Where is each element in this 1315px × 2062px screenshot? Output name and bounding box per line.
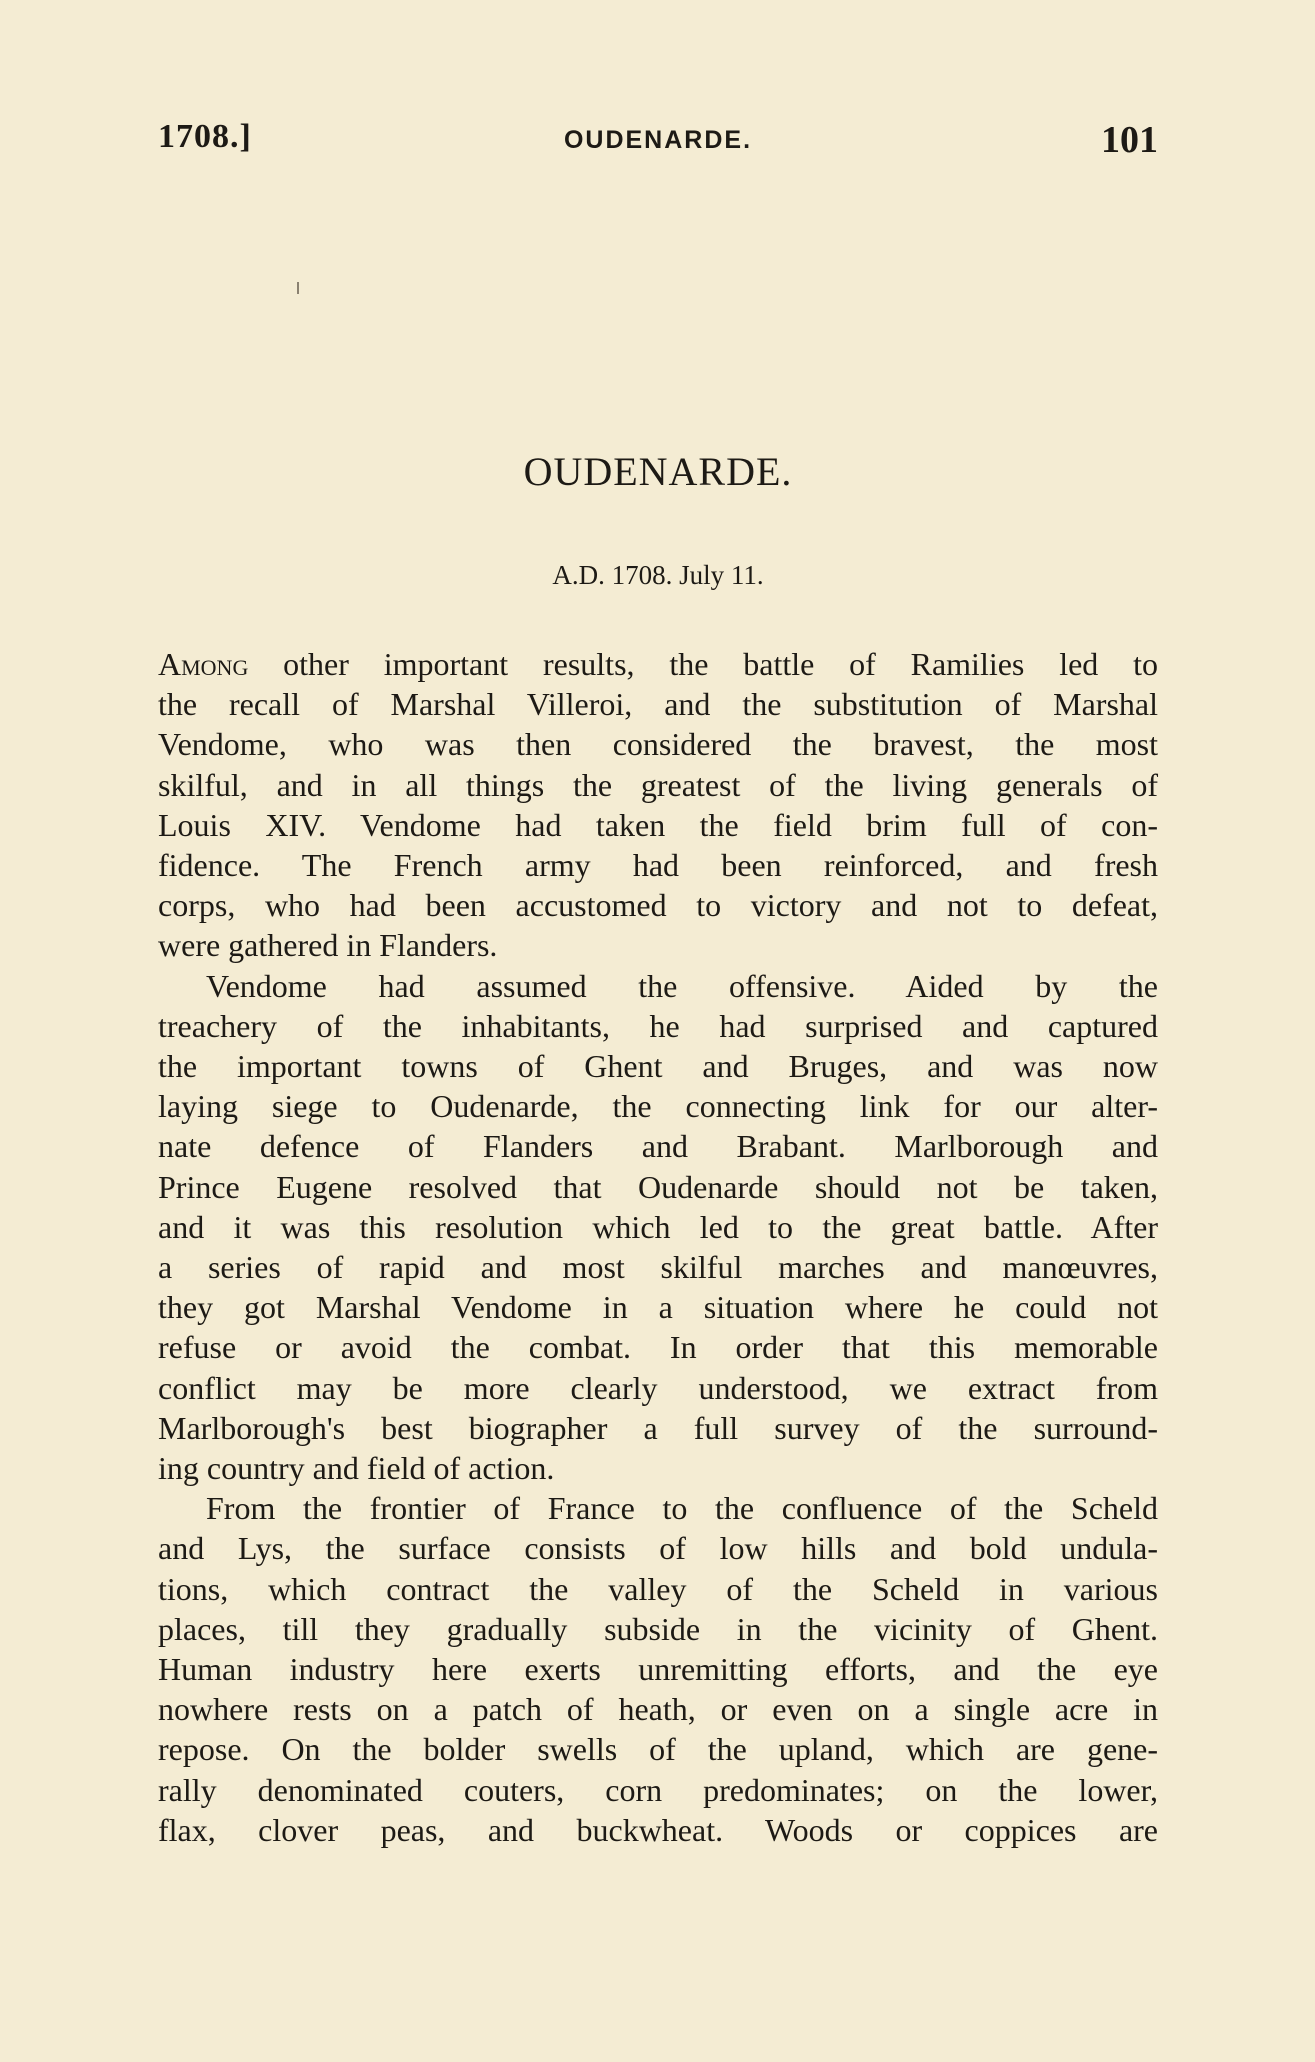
text-line: were gathered in Flanders.: [158, 927, 498, 964]
running-head-title: OUDENARDE.: [563, 126, 753, 154]
text-line: Marlborough's best biographer a full survey of the surround-: [158, 1409, 1158, 1446]
text-line: nate defence of Flanders and Brabant. Marlborough and: [158, 1128, 1158, 1165]
paragraph-1: [158, 644, 1158, 966]
text-line: refuse or avoid the combat. In order that this memorable: [158, 1329, 1158, 1366]
body-text: [158, 644, 1158, 1850]
text-line: skilful, and in all things the greatest of the living generals of: [158, 766, 1158, 803]
running-head-year: 1708.]: [158, 118, 252, 155]
text-line: a series of rapid and most skilful marches and manœuvres,: [158, 1249, 1158, 1286]
text-line: treachery of the inhabitants, he had surprised and captured: [158, 1007, 1158, 1044]
paragraph-3: [158, 1488, 1158, 1850]
text-line: Vendome had assumed the offensive. Aided by the: [206, 967, 1158, 1004]
text-line: fidence. The French army had been reinforced, and fresh: [158, 847, 1158, 884]
text-line: ing country and field of action.: [158, 1450, 555, 1487]
opening-word: Among: [158, 646, 249, 682]
text-line: Prince Eugene resolved that Oudenarde should not be taken,: [158, 1168, 1158, 1205]
text-line: rally denominated couters, corn predominates; on the lower,: [158, 1771, 1158, 1808]
text-line: the recall of Marshal Villeroi, and the substitution of Marshal: [158, 686, 1158, 723]
running-head: [158, 118, 1158, 168]
stray-ink-mark: [297, 282, 299, 294]
chapter-title: OUDENARDE.: [523, 449, 793, 494]
text-line: places, till they gradually subside in the vicinity of Ghent.: [158, 1610, 1158, 1647]
text-line: the important towns of Ghent and Bruges, and was now: [158, 1048, 1158, 1085]
text-line: flax, clover peas, and buckwheat. Woods or coppices are: [158, 1811, 1158, 1848]
text-line: Human industry here exerts unremitting efforts, and the eye: [158, 1651, 1158, 1688]
text-line: conflict may be more clearly understood, we extract from: [158, 1369, 1158, 1406]
text-line: From the frontier of France to the confluence of the Scheld: [206, 1490, 1158, 1527]
chapter-date: A.D. 1708. July 11.: [552, 560, 764, 590]
text-line: nowhere rests on a patch of heath, or even on a single acre in: [158, 1691, 1158, 1728]
text-line: repose. On the bolder swells of the upland, which are gene-: [158, 1731, 1158, 1768]
paragraph-2: [158, 966, 1158, 1489]
text-line: they got Marshal Vendome in a situation where he could not: [158, 1289, 1158, 1326]
text-line: Louis XIV. Vendome had taken the field brim full of con-: [158, 806, 1158, 843]
text-line: Vendome, who was then considered the bravest, the most: [158, 726, 1158, 763]
text-line: tions, which contract the valley of the Scheld in various: [158, 1570, 1158, 1607]
text-line: laying siege to Oudenarde, the connecting link for our alter-: [158, 1088, 1158, 1125]
text-line: corps, who had been accustomed to victory and not to defeat,: [158, 887, 1158, 924]
text-line: and Lys, the surface consists of low hills and bold undula-: [158, 1530, 1158, 1567]
text-line: [158, 644, 1158, 684]
page-number: 101: [1101, 119, 1158, 161]
text-line-content: other important results, the battle of Ramilies led to: [248, 646, 1158, 682]
text-line: and it was this resolution which led to the great battle. After: [158, 1208, 1158, 1245]
